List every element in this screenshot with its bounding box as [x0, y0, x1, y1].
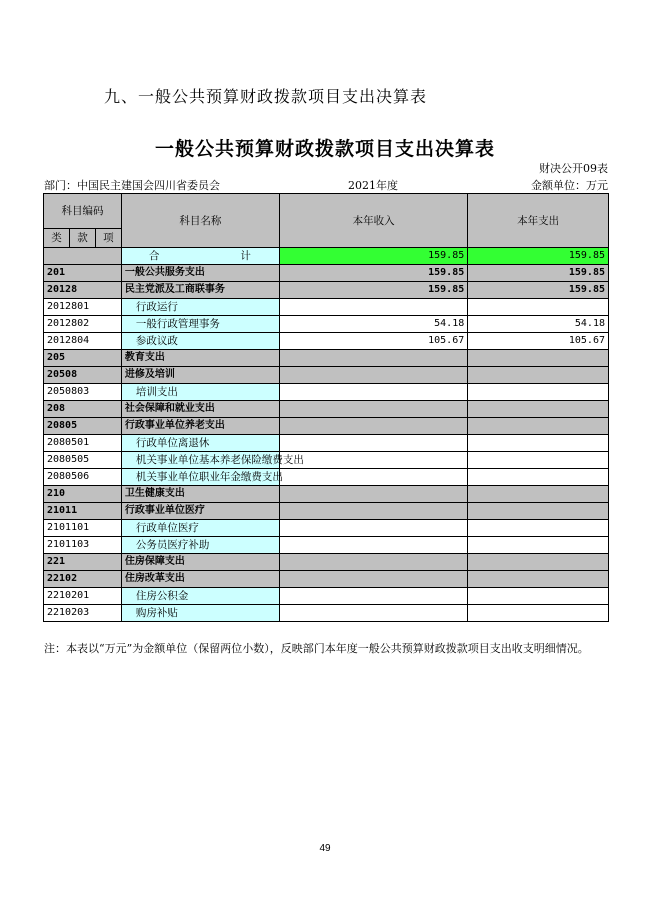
row-code: 2101103: [44, 537, 122, 554]
header-class: 类: [44, 229, 70, 248]
header-section: 款: [69, 229, 95, 248]
header-expense: 本年支出: [468, 194, 609, 248]
document-title: 一般公共预算财政拨款项目支出决算表: [154, 138, 495, 160]
row-income: [279, 435, 467, 452]
row-income: [279, 588, 467, 605]
row-code: 2012801: [44, 299, 122, 316]
row-expense: [468, 520, 609, 537]
row-code: 2210201: [44, 588, 122, 605]
row-income: [279, 486, 467, 503]
row-expense: [468, 503, 609, 520]
row-code: 21011: [44, 503, 122, 520]
table-row: [44, 282, 609, 299]
department-label: 部门：中国民主建国会四川省委员会: [44, 179, 220, 192]
row-expense: [468, 350, 609, 367]
row-code: 22102: [44, 571, 122, 588]
row-code: 20508: [44, 367, 122, 384]
table-row: [44, 333, 609, 350]
row-code: 2080506: [44, 469, 122, 486]
row-income: [279, 367, 467, 384]
row-income: [279, 503, 467, 520]
row-income: [279, 299, 467, 316]
total-label-right: 计: [240, 250, 252, 262]
row-code: 210: [44, 486, 122, 503]
row-income: 105.67: [279, 333, 467, 350]
row-income: [279, 605, 467, 622]
header-item: 项: [95, 229, 121, 248]
total-income: 159.85: [279, 248, 467, 265]
page-number: 49: [319, 843, 331, 854]
row-name: 行政运行: [121, 299, 279, 316]
total-label-left: 合: [148, 250, 161, 262]
header-income: 本年收入: [279, 194, 467, 248]
table-row: [44, 435, 609, 452]
table-row: [44, 367, 609, 384]
row-income: [279, 554, 467, 571]
row-code: 221: [44, 554, 122, 571]
row-code: 2012802: [44, 316, 122, 333]
table-row: [44, 588, 609, 605]
fiscal-year: 2021年度: [348, 179, 398, 192]
row-income: [279, 418, 467, 435]
row-code: 2012804: [44, 333, 122, 350]
table-row: [44, 350, 609, 367]
row-code: 201: [44, 265, 122, 282]
table-row: [44, 401, 609, 418]
table-row: [44, 384, 609, 401]
form-code: 财决公开09表: [539, 162, 608, 175]
row-name: 民主党派及工商联事务: [121, 282, 279, 299]
row-income: 54.18: [279, 316, 467, 333]
total-expense: 159.85: [468, 248, 609, 265]
table-row: [44, 486, 609, 503]
row-income: 159.85: [279, 265, 467, 282]
header-name: 科目名称: [121, 194, 279, 248]
row-name: 卫生健康支出: [121, 486, 279, 503]
table-row: [44, 265, 609, 282]
row-expense: 159.85: [468, 282, 609, 299]
table-row: [44, 520, 609, 537]
row-income: [279, 452, 467, 469]
row-name: 购房补贴: [121, 605, 279, 622]
row-expense: [468, 486, 609, 503]
row-code: 2080501: [44, 435, 122, 452]
row-name: 机关事业单位职业年金缴费支出: [121, 469, 279, 486]
row-expense: 54.18: [468, 316, 609, 333]
row-expense: [468, 554, 609, 571]
row-code: 2210203: [44, 605, 122, 622]
row-name: 社会保障和就业支出: [121, 401, 279, 418]
row-income: [279, 469, 467, 486]
header-row-top: [44, 194, 609, 229]
row-name: 行政单位医疗: [121, 520, 279, 537]
row-income: [279, 571, 467, 588]
row-name: 行政事业单位养老支出: [121, 418, 279, 435]
table-note: 注：本表以“万元”为金额单位（保留两位小数），反映部门本年度一般公共预算财政拨款项目支出收支明细情况。: [44, 642, 589, 655]
row-name: 进修及培训: [121, 367, 279, 384]
row-code: 2080505: [44, 452, 122, 469]
row-expense: [468, 605, 609, 622]
row-name: 行政事业单位医疗: [121, 503, 279, 520]
row-expense: [468, 299, 609, 316]
table-row: [44, 452, 609, 469]
row-name: 教育支出: [121, 350, 279, 367]
row-code: 208: [44, 401, 122, 418]
row-name: 一般公共服务支出: [121, 265, 279, 282]
total-code-cell: [44, 248, 122, 265]
table-row: [44, 537, 609, 554]
row-name: 机关事业单位基本养老保险缴费支出: [121, 452, 279, 469]
row-income: [279, 350, 467, 367]
table-row: [44, 418, 609, 435]
row-income: 159.85: [279, 282, 467, 299]
row-income: [279, 384, 467, 401]
row-expense: [468, 452, 609, 469]
row-expense: [468, 469, 609, 486]
row-expense: [468, 537, 609, 554]
row-name: 一般行政管理事务: [121, 316, 279, 333]
table-row: [44, 503, 609, 520]
row-code: 20805: [44, 418, 122, 435]
total-row: [44, 248, 609, 265]
row-name: 公务员医疗补助: [121, 537, 279, 554]
row-code: 2101101: [44, 520, 122, 537]
row-name: 培训支出: [121, 384, 279, 401]
table-row: [44, 469, 609, 486]
row-expense: 159.85: [468, 265, 609, 282]
row-expense: 105.67: [468, 333, 609, 350]
row-expense: [468, 588, 609, 605]
row-expense: [468, 435, 609, 452]
row-code: 205: [44, 350, 122, 367]
row-income: [279, 520, 467, 537]
section-heading: 九、一般公共预算财政拨款项目支出决算表: [104, 87, 428, 106]
row-name: 住房保障支出: [121, 554, 279, 571]
table-row: [44, 299, 609, 316]
row-expense: [468, 384, 609, 401]
budget-table: [43, 193, 609, 622]
row-name: 住房改革支出: [121, 571, 279, 588]
row-code: 20128: [44, 282, 122, 299]
row-income: [279, 401, 467, 418]
table-row: [44, 605, 609, 622]
row-income: [279, 537, 467, 554]
table-row: [44, 571, 609, 588]
row-name: 住房公积金: [121, 588, 279, 605]
row-name: 参政议政: [121, 333, 279, 350]
row-name: 行政单位离退休: [121, 435, 279, 452]
total-label: [121, 248, 279, 265]
table-row: [44, 554, 609, 571]
row-expense: [468, 401, 609, 418]
row-expense: [468, 367, 609, 384]
table-row: [44, 316, 609, 333]
row-expense: [468, 418, 609, 435]
row-code: 2050803: [44, 384, 122, 401]
row-expense: [468, 571, 609, 588]
amount-unit: 金额单位：万元: [531, 179, 608, 192]
header-code-group: 科目编码: [44, 194, 122, 229]
